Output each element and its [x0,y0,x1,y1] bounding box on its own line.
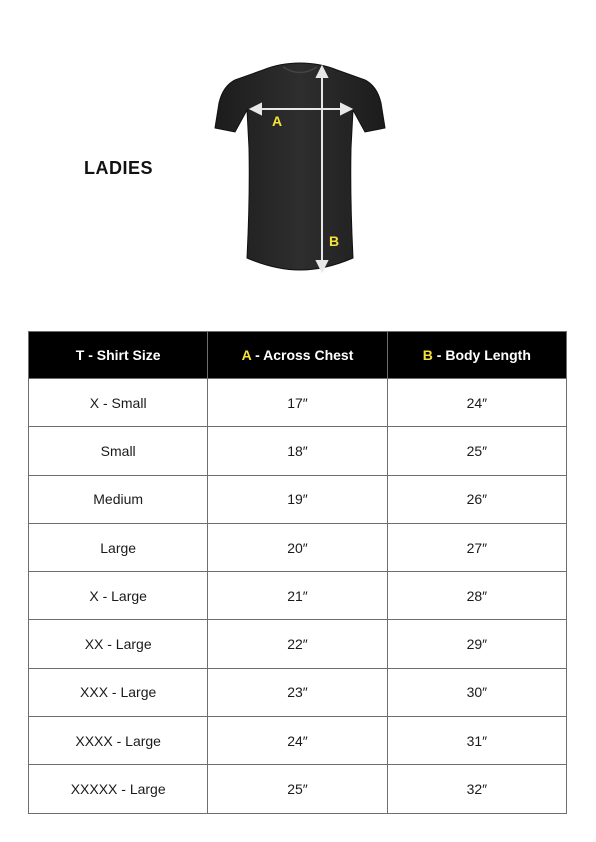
chest-cell: 17″ [208,379,387,427]
label-b: B [329,233,340,249]
header-label: - Body Length [432,347,531,363]
length-cell: 32″ [387,765,566,813]
chest-cell: 19″ [208,475,387,523]
length-cell: 26″ [387,475,566,523]
page-title: LADIES [84,158,154,178]
header-letter: B [422,347,433,363]
table-row [29,523,567,571]
table-row [29,620,567,668]
length-cell: 27″ [387,523,566,571]
size-cell: XXXX - Large [29,717,208,765]
label-a: A [272,113,283,129]
header-across-chest [208,332,387,379]
table-row [29,668,567,716]
chest-cell: 25″ [208,765,387,813]
size-chart-table [28,331,567,814]
tshirt-measurement-diagram [205,58,395,283]
chest-cell: 21″ [208,572,387,620]
size-cell: X - Large [29,572,208,620]
table-header-row [29,332,567,379]
length-cell: 31″ [387,717,566,765]
size-cell: Small [29,427,208,475]
tshirt-icon [215,63,385,270]
chest-cell: 24″ [208,717,387,765]
size-cell: Medium [29,475,208,523]
header-label: T - Shirt Size [75,347,161,363]
header-letter: A [241,347,252,363]
header-size [29,332,208,379]
chest-cell: 22″ [208,620,387,668]
length-cell: 30″ [387,668,566,716]
table-row [29,717,567,765]
length-cell: 29″ [387,620,566,668]
table-row [29,765,567,813]
size-cell: XXX - Large [29,668,208,716]
header-body-length [387,332,566,379]
size-cell: XX - Large [29,620,208,668]
chest-cell: 18″ [208,427,387,475]
length-cell: 28″ [387,572,566,620]
chest-cell: 23″ [208,668,387,716]
size-cell: Large [29,523,208,571]
length-cell: 24″ [387,379,566,427]
size-cell: XXXXX - Large [29,765,208,813]
chest-cell: 20″ [208,523,387,571]
table-row [29,475,567,523]
table-row [29,427,567,475]
table-row [29,572,567,620]
length-cell: 25″ [387,427,566,475]
size-cell: X - Small [29,379,208,427]
table-row [29,379,567,427]
header-label: - Across Chest [251,347,354,363]
